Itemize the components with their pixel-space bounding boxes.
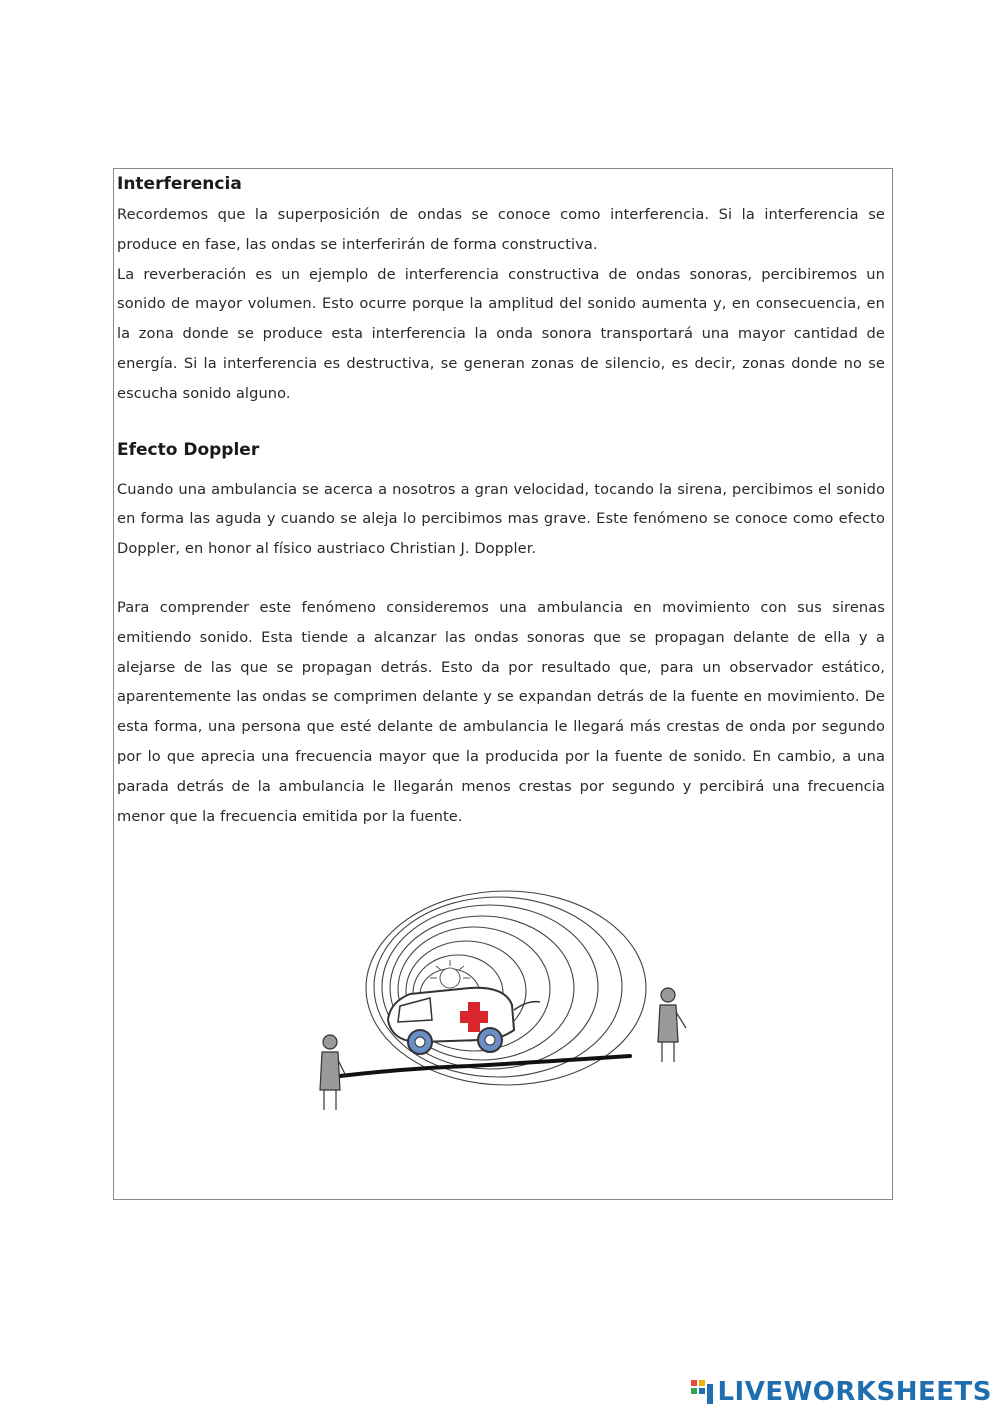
section-title-interferencia: Interferencia [117, 174, 242, 194]
observer-front-icon [658, 988, 686, 1062]
worksheet-content [117, 170, 885, 831]
paragraph-interferencia-2: La reverberación es un ejemplo de interferencia constructiva de ondas sonoras, percibiremos un sonido de mayor volumen. Esto ocurre porque la amplitud del sonido aumenta y, en consecuencia, en la zona donde se produce esta interferencia la onda sonora transportará una mayor cantidad de energía. Si la interferencia es destructiva, se generan zonas de silencio, es decir, zonas donde no se escucha sonido alguno. [117, 265, 885, 402]
watermark-text: LIVEWORKSHEETS [717, 1377, 992, 1407]
siren-light-icon [430, 960, 470, 988]
watermark [691, 1377, 992, 1407]
doppler-ambulance-illustration [300, 890, 720, 1120]
paragraph-doppler-2: Para comprender este fenómeno consideremos una ambulancia en movimiento con sus sirenas emitiendo sonido. Esta tiende a alcanzar las ondas sonoras que se propagan delante de ella y a alejarse de las que se propagan detrás. Esto da por resultado que, para un observador estático, aparentemente las ondas se comprimen delante y se expandan detrás de la fuente en movimiento. De esta forma, una persona que esté delante de ambulancia le llegará más crestas de onda por segundo por lo que aprecia una frecuencia mayor que la producida por la fuente de sonido. En cambio, a una parada detrás de la ambulancia le llegarán menos crestas por segundo y percibirá una frecuencia menor que la frecuencia emitida por la fuente. [117, 598, 885, 825]
section-title-doppler: Efecto Doppler [117, 439, 260, 460]
road-line [340, 1056, 630, 1076]
paragraph-interferencia-1: Recordemos que la superposición de ondas se conoce como interferencia. Si la interferencia se produce en fase, las ondas se interferirán de forma constructiva. [117, 206, 885, 253]
observer-behind-icon [320, 1035, 346, 1110]
ambulance-icon [388, 988, 540, 1054]
paragraph-doppler-1: Cuando una ambulancia se acerca a nosotros a gran velocidad, tocando la sirena, percibimos el sonido en forma las aguda y cuando se aleja lo percibimos mas grave. Este fenómeno se conoce como efecto Doppler, en honor al físico austriaco Christian J. Doppler. [117, 480, 885, 558]
liveworksheets-logo-icon [691, 1380, 713, 1404]
